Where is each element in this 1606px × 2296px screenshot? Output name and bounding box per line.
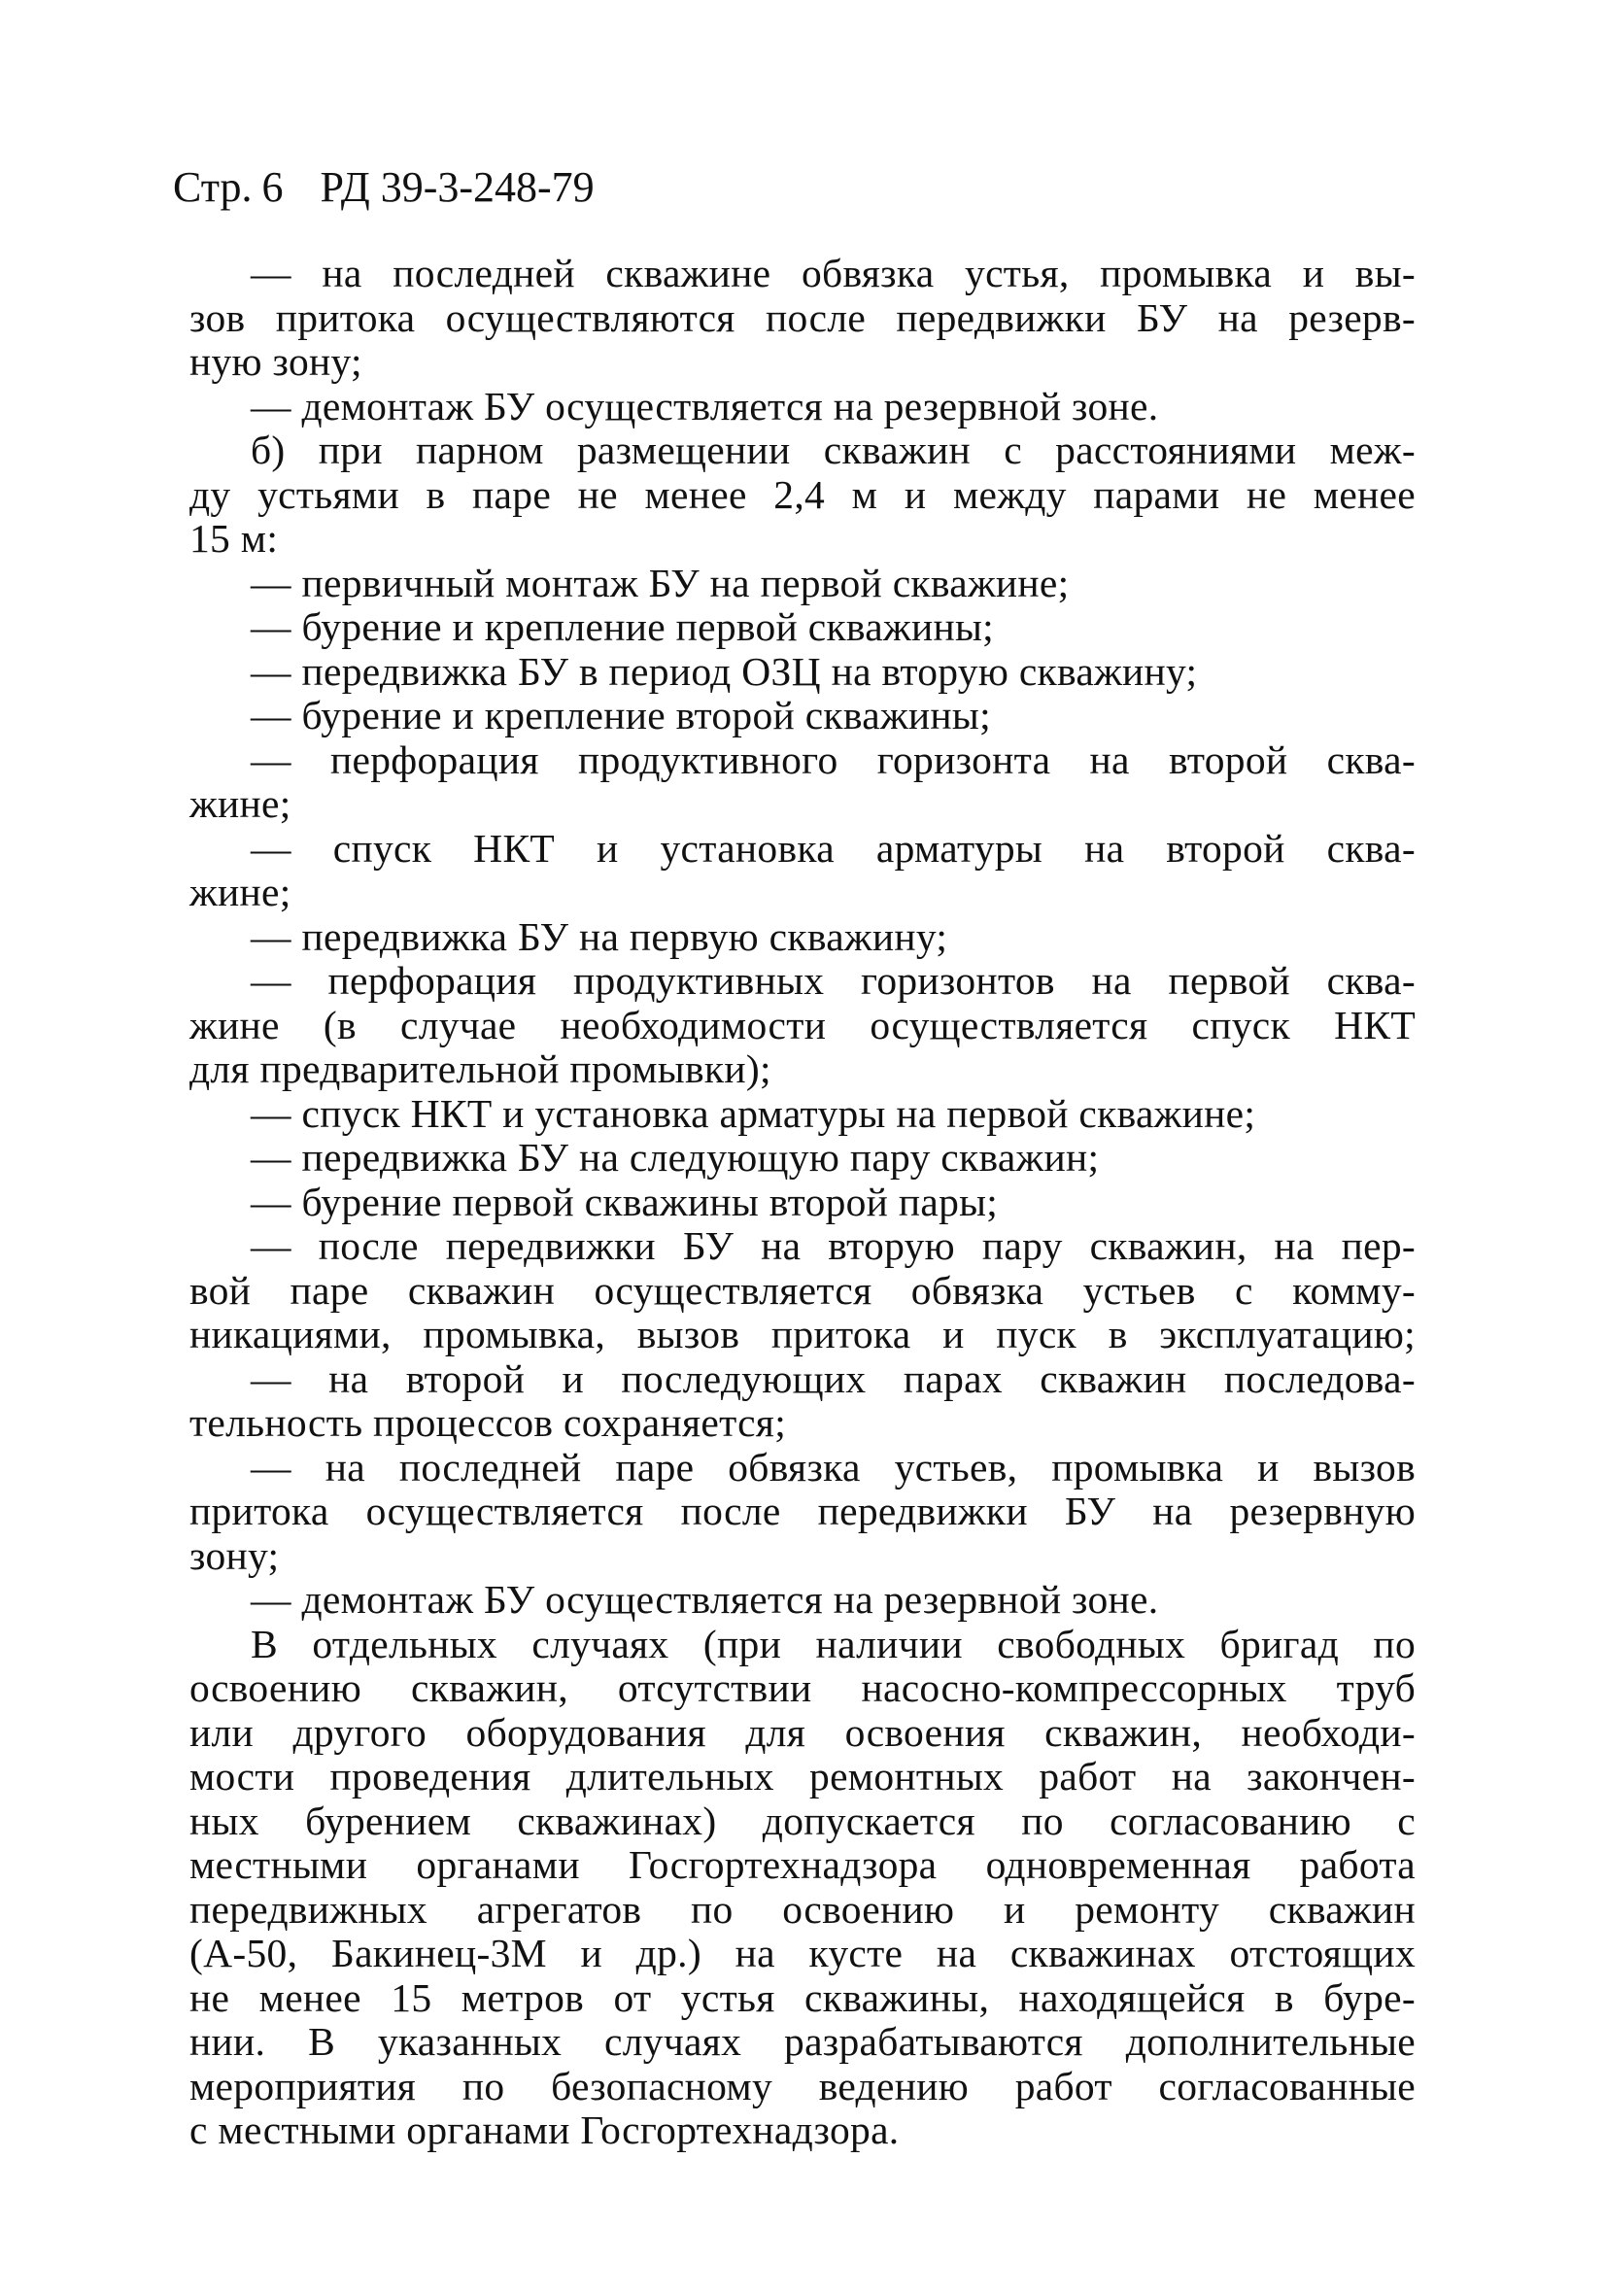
text-line: — бурение и крепление второй скважины;	[251, 693, 991, 737]
text-line: — передвижка БУ в период ОЗЦ на вторую скважину;	[251, 649, 1198, 694]
text-line: передвижных агрегатов по освоению и ремонту скважин	[189, 1887, 1416, 1932]
text-line: жине (в случае необходимости осуществляется спуск НКТ	[189, 1003, 1416, 1047]
text-line: мероприятия по безопасному ведению работ согласованные	[189, 2064, 1416, 2108]
text-line: — демонтаж БУ осуществляется на резервной зоне.	[251, 1577, 1159, 1622]
text-line: освоению скважин, отсутствии насосно-компрессорных труб	[189, 1665, 1416, 1710]
page-header	[173, 160, 595, 215]
text-line: б) при парном размещении скважин с расстояниями меж-	[251, 428, 1416, 472]
text-line: ду устьями в паре не менее 2,4 м и между парами не менее	[189, 472, 1416, 517]
text-line: (А-50, Бакинец-3М и др.) на кусте на скважинах отстоящих	[189, 1931, 1416, 1975]
text-line: — бурение первой скважины второй пары;	[251, 1180, 999, 1224]
text-line: В отдельных случаях (при наличии свободных бригад по	[251, 1622, 1416, 1666]
text-line: вой паре скважин осуществляется обвязка устьев с комму-	[189, 1268, 1416, 1313]
text-line: — спуск НКТ и установка арматуры на первой скважине;	[251, 1091, 1256, 1136]
text-line: зов притока осуществляются после передвижки БУ на резерв-	[189, 295, 1416, 340]
text-line: — спуск НКТ и установка арматуры на второй сква-	[251, 826, 1416, 871]
text-line: — первичный монтаж БУ на первой скважине;	[251, 561, 1070, 605]
text-line: — на последней паре обвязка устьев, промывка и вызов	[251, 1445, 1416, 1490]
text-line: — на второй и последующих парах скважин последова-	[251, 1356, 1416, 1401]
text-line: никациями, промывка, вызов притока и пуск в эксплуатацию;	[189, 1312, 1416, 1356]
text-line: или другого оборудования для освоения скважин, необходи-	[189, 1710, 1416, 1755]
text-line: — на последней скважине обвязка устья, промывка и вы-	[251, 251, 1416, 295]
page-label: Стр.	[173, 163, 253, 211]
text-line: жине;	[189, 870, 291, 914]
text-line: зону;	[189, 1533, 280, 1578]
page-number: 6	[261, 163, 284, 211]
text-line: — перфорация продуктивных горизонтов на первой сква-	[251, 958, 1416, 1003]
document-code: РД 39-3-248-79	[320, 163, 595, 211]
text-line: мости проведения длительных ремонтных работ на закончен-	[189, 1754, 1416, 1799]
text-line: — передвижка БУ на следующую пару скважин;	[251, 1135, 1100, 1180]
text-line: с местными органами Госгортехнадзора.	[189, 2108, 900, 2152]
text-line: нии. В указанных случаях разрабатываются дополнительные	[189, 2019, 1416, 2064]
text-line: ную зону;	[189, 339, 362, 384]
text-line: — бурение и крепление первой скважины;	[251, 604, 994, 649]
text-line: — передвижка БУ на первую скважину;	[251, 914, 948, 959]
text-line: ных бурением скважинах) допускается по согласованию с	[189, 1799, 1416, 1843]
text-line: — демонтаж БУ осуществляется на резервной зоне.	[251, 384, 1159, 428]
text-line: — перфорация продуктивного горизонта на второй сква-	[251, 737, 1416, 782]
text-line: — после передвижки БУ на вторую пару скважин, на пер-	[251, 1223, 1416, 1268]
text-line: жине;	[189, 781, 291, 826]
text-line: для предварительной промывки);	[189, 1046, 771, 1091]
text-line: притока осуществляется после передвижки БУ на резервную	[189, 1489, 1416, 1533]
text-line: не менее 15 метров от устья скважины, находящейся в буре-	[189, 1975, 1416, 2020]
text-line: тельность процессов сохраняется;	[189, 1400, 787, 1445]
text-line: 15 м:	[189, 516, 279, 561]
text-line: местными органами Госгортехнадзора одновременная работа	[189, 1842, 1416, 1887]
